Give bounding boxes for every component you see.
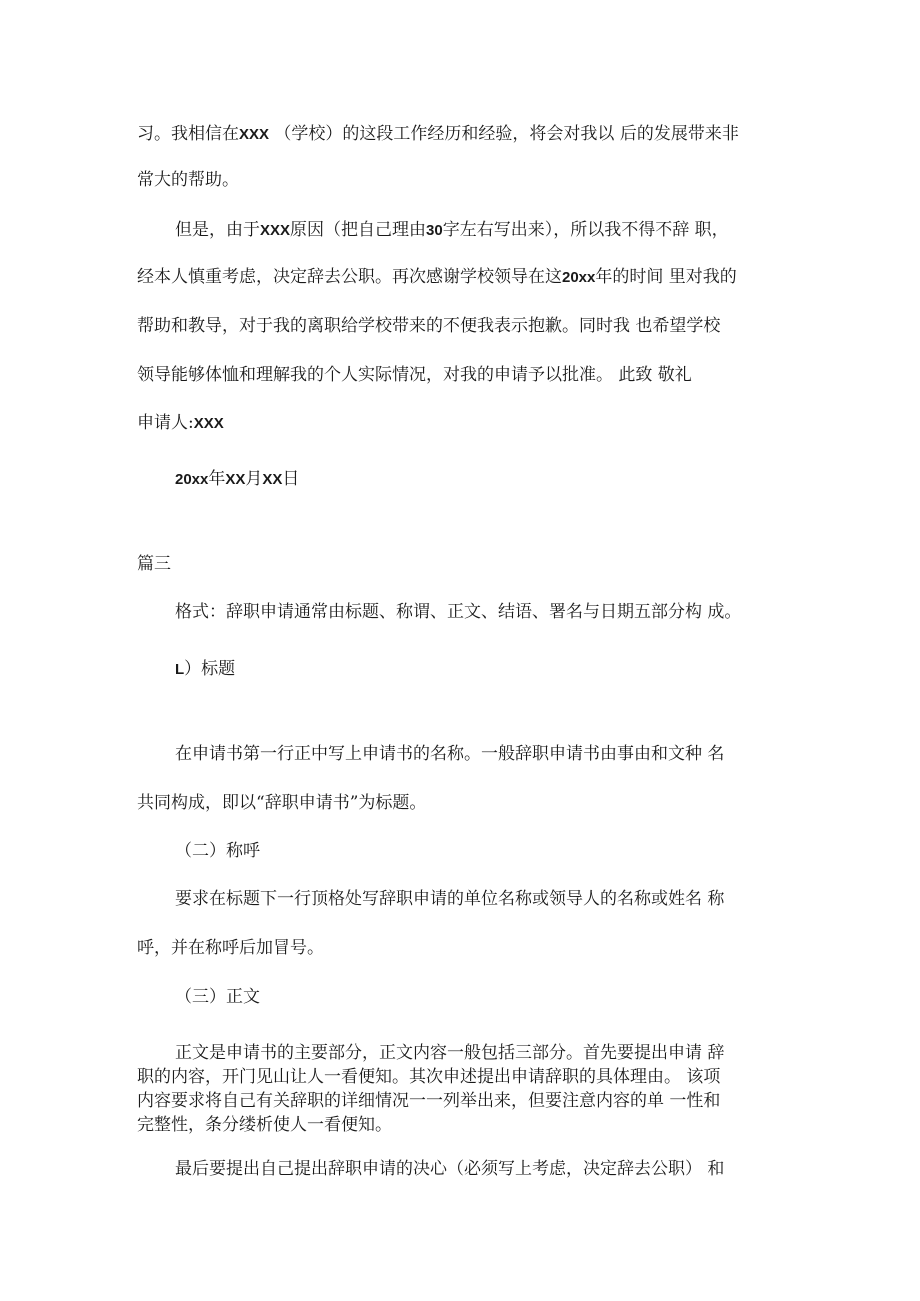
- paragraph-line: 帮助和教导，对于我的离职给学校带来的不便我表示抱歉。同时我 也希望学校: [137, 316, 721, 336]
- subheading-title: L）标题: [175, 659, 236, 679]
- paragraph-line: 习。我相信在XXX （学校）的这段工作经历和经验，将会对我以 后的发展带来非: [137, 124, 739, 144]
- paragraph-line: 最后要提出自己提出辞职申请的决心（必须写上考虑，决定辞去公职） 和: [175, 1159, 725, 1179]
- paragraph-line: 要求在标题下一行顶格处写辞职申请的单位名称或领导人的名称或姓名 称: [175, 889, 725, 909]
- paragraph-line: 内容要求将自己有关辞职的详细情况一一列举出来，但要注意内容的单 一性和: [137, 1091, 721, 1111]
- paragraph-line: 但是，由于XXX原因（把自己理由30字左右写出来），所以我不得不辞 职，: [175, 220, 729, 240]
- paragraph-line: 共同构成，即以“辞职申请书”为标题。: [137, 793, 427, 813]
- paragraph-line: 领导能够体恤和理解我的个人实际情况，对我的申请予以批准。 此致 敬礼: [137, 365, 692, 385]
- paragraph-line: 在申请书第一行正中写上申请书的名称。一般辞职申请书由事由和文种 名: [175, 744, 725, 764]
- subheading-body: （三）正文: [175, 987, 260, 1007]
- paragraph-line: 格式：辞职申请通常由标题、称谓、正文、结语、署名与日期五部分构 成。: [175, 602, 742, 622]
- paragraph-line: 正文是申请书的主要部分，正文内容一般包括三部分。首先要提出申请 辞: [175, 1043, 725, 1063]
- date-line: 20xx年XX月XX日: [175, 469, 300, 489]
- paragraph-line: 经本人慎重考虑，决定辞去公职。再次感谢学校领导在这20xx年的时间 里对我的: [137, 267, 737, 287]
- subheading-salutation: （二）称呼: [175, 841, 260, 861]
- paragraph-line: 职的内容，开门见山让人一看便知。其次申述提出申请辞职的具体理由。 该项: [137, 1067, 721, 1087]
- paragraph-line: 完整性，条分缕析使人一看便知。: [137, 1115, 392, 1135]
- paragraph-line: 常大的帮助。: [137, 170, 239, 190]
- section-heading: 篇三: [137, 554, 171, 574]
- paragraph-line: 呼，并在称呼后加冒号。: [137, 938, 324, 958]
- applicant-signature: 申请人:XXX: [137, 413, 224, 433]
